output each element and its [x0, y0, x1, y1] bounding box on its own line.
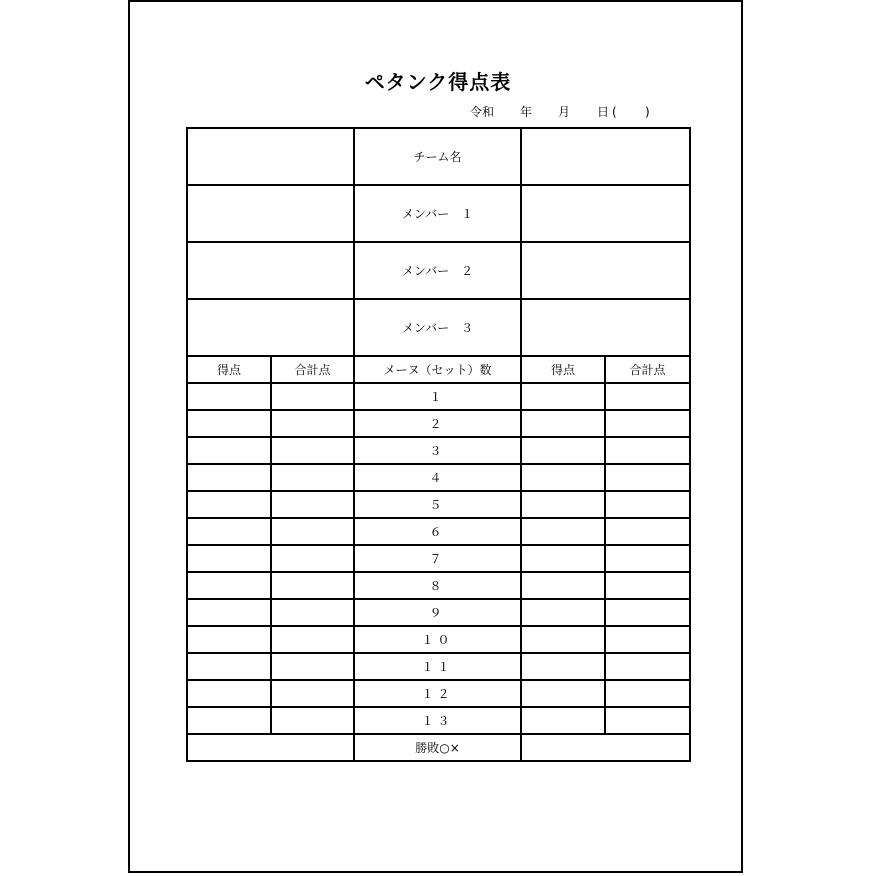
mene-number: ７	[354, 545, 521, 572]
result-label: 勝敗○×	[354, 734, 521, 761]
score-left-cell[interactable]	[187, 680, 271, 707]
table-row	[187, 626, 690, 653]
score-left-cell[interactable]	[187, 410, 271, 437]
member-left-cell[interactable]	[187, 242, 354, 299]
table-row	[187, 410, 690, 437]
header-total-left: 合計点	[271, 356, 354, 383]
mene-number: ９	[354, 599, 521, 626]
total-right-cell[interactable]	[605, 707, 690, 734]
mene-number: ６	[354, 518, 521, 545]
total-left-cell[interactable]	[271, 680, 354, 707]
score-right-cell[interactable]	[521, 653, 605, 680]
result-left-cell[interactable]	[187, 734, 354, 761]
score-right-cell[interactable]	[521, 680, 605, 707]
mene-number: １	[354, 383, 521, 410]
mene-number: １０	[354, 626, 521, 653]
table-row	[187, 572, 690, 599]
team-name-label: チーム名	[354, 128, 521, 185]
score-right-cell[interactable]	[521, 491, 605, 518]
member-right-cell[interactable]	[521, 185, 690, 242]
date-year: 年	[520, 105, 533, 119]
score-right-cell[interactable]	[521, 626, 605, 653]
score-left-cell[interactable]	[187, 707, 271, 734]
member-label: メンバー ２	[354, 242, 521, 299]
total-right-cell[interactable]	[605, 383, 690, 410]
total-right-cell[interactable]	[605, 653, 690, 680]
member-label: メンバー １	[354, 185, 521, 242]
member-right-cell[interactable]	[521, 242, 690, 299]
score-left-cell[interactable]	[187, 437, 271, 464]
team-right-cell[interactable]	[521, 128, 690, 185]
score-sheet	[186, 127, 691, 762]
score-right-cell[interactable]	[521, 410, 605, 437]
table-row	[187, 545, 690, 572]
table-row	[187, 653, 690, 680]
score-right-cell[interactable]	[521, 572, 605, 599]
result-right-cell[interactable]	[521, 734, 690, 761]
table-row	[187, 383, 690, 410]
mene-number: ３	[354, 437, 521, 464]
team-name-row	[187, 128, 690, 185]
team-left-cell[interactable]	[187, 128, 354, 185]
total-left-cell[interactable]	[271, 518, 354, 545]
total-left-cell[interactable]	[271, 599, 354, 626]
date-era: 令和	[470, 105, 495, 119]
table-row	[187, 464, 690, 491]
total-right-cell[interactable]	[605, 464, 690, 491]
total-left-cell[interactable]	[271, 572, 354, 599]
table-row	[187, 680, 690, 707]
table-row	[187, 491, 690, 518]
score-right-cell[interactable]	[521, 383, 605, 410]
score-right-cell[interactable]	[521, 437, 605, 464]
mene-number: ５	[354, 491, 521, 518]
member-row	[187, 242, 690, 299]
score-left-cell[interactable]	[187, 383, 271, 410]
total-right-cell[interactable]	[605, 410, 690, 437]
score-right-cell[interactable]	[521, 464, 605, 491]
total-left-cell[interactable]	[271, 410, 354, 437]
header-mene-count: メーヌ（セット）数	[354, 356, 521, 383]
score-right-cell[interactable]	[521, 545, 605, 572]
member-left-cell[interactable]	[187, 299, 354, 356]
mene-number: １２	[354, 680, 521, 707]
score-left-cell[interactable]	[187, 545, 271, 572]
score-left-cell[interactable]	[187, 653, 271, 680]
table-row	[187, 707, 690, 734]
total-right-cell[interactable]	[605, 437, 690, 464]
mene-number: １３	[354, 707, 521, 734]
total-right-cell[interactable]	[605, 626, 690, 653]
mene-number: １１	[354, 653, 521, 680]
total-left-cell[interactable]	[271, 464, 354, 491]
document-title: ペタンク得点表	[364, 70, 512, 94]
total-right-cell[interactable]	[605, 572, 690, 599]
total-right-cell[interactable]	[605, 518, 690, 545]
score-right-cell[interactable]	[521, 707, 605, 734]
mene-number: ８	[354, 572, 521, 599]
total-right-cell[interactable]	[605, 491, 690, 518]
member-right-cell[interactable]	[521, 299, 690, 356]
total-left-cell[interactable]	[271, 626, 354, 653]
score-right-cell[interactable]	[521, 518, 605, 545]
result-row	[187, 734, 690, 761]
score-left-cell[interactable]	[187, 518, 271, 545]
total-right-cell[interactable]	[605, 545, 690, 572]
score-left-cell[interactable]	[187, 626, 271, 653]
score-left-cell[interactable]	[187, 491, 271, 518]
header-total-right: 合計点	[605, 356, 690, 383]
total-left-cell[interactable]	[271, 383, 354, 410]
score-rows	[187, 383, 690, 734]
table-row	[187, 599, 690, 626]
score-left-cell[interactable]	[187, 572, 271, 599]
score-left-cell[interactable]	[187, 599, 271, 626]
member-left-cell[interactable]	[187, 185, 354, 242]
total-right-cell[interactable]	[605, 680, 690, 707]
mene-number: ２	[354, 410, 521, 437]
header-score-right: 得点	[521, 356, 605, 383]
table-row	[187, 518, 690, 545]
total-left-cell[interactable]	[271, 707, 354, 734]
member-row	[187, 299, 690, 356]
score-header-row	[187, 356, 690, 383]
total-left-cell[interactable]	[271, 545, 354, 572]
total-left-cell[interactable]	[271, 491, 354, 518]
header-score-left: 得点	[187, 356, 271, 383]
date-paren-close: )	[645, 105, 650, 119]
mene-number: ４	[354, 464, 521, 491]
total-left-cell[interactable]	[271, 437, 354, 464]
total-right-cell[interactable]	[605, 599, 690, 626]
member-row	[187, 185, 690, 242]
score-left-cell[interactable]	[187, 464, 271, 491]
member-label: メンバー ３	[354, 299, 521, 356]
total-left-cell[interactable]	[271, 653, 354, 680]
score-right-cell[interactable]	[521, 599, 605, 626]
date-day: 日	[597, 105, 610, 119]
table-row	[187, 437, 690, 464]
date-paren-open: (	[612, 105, 617, 119]
date-month: 月	[558, 105, 571, 119]
